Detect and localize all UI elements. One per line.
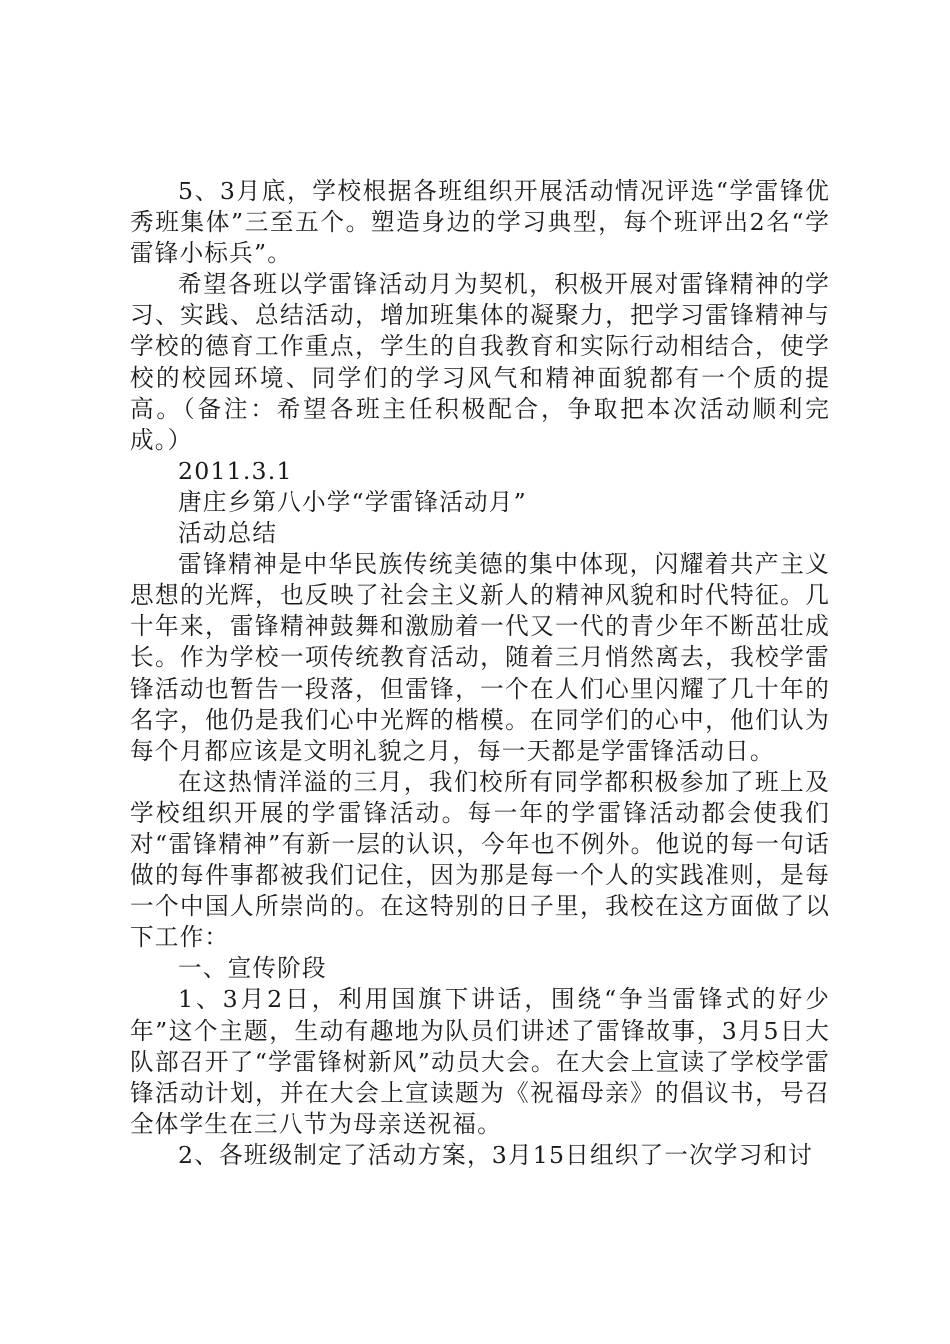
paragraph-date: 2011.3.1 bbox=[178, 456, 293, 485]
paragraph-summary-heading: 活动总结 bbox=[178, 519, 278, 548]
paragraph-hopes: 希望各班以学雷锋活动月为契机，积极开展对雷锋精神的学习、实践、总结活动，增加班集体的凝聚力，把学习雷锋精神与学校的德育工作重点，学生的自我教育和实际行动相结合，使学校的校园环境、同学们的学习风气和精神面貌都有一个质的提高。（备注：希望各班主任积极配合，争取把本次活动顺利完成。） bbox=[130, 270, 830, 454]
paragraph-march-activities: 在这热情洋溢的三月，我们校所有同学都积极参加了班上及学校组织开展的学雷锋活动。每一年的学雷锋活动都会使我们对“雷锋精神”有新一层的认识，今年也不例外。他说的每一句话做的每件事都被我们记住，因为那是每一个人的实践准则，是每一个中国人所崇尚的。在这特别的日子里，我校在这方面做了以下工作： bbox=[130, 767, 830, 952]
paragraph-school-title: 唐庄乡第八小学“学雷锋活动月” bbox=[178, 487, 527, 516]
paragraph-item-1: 1、3月2日，利用国旗下讲话，围绕“争当雷锋式的好少年”这个主题，生动有趣地为队员们讲述了雷锋故事，3月5日大队部召开了“学雷锋树新风”动员大会。在大会上宣读了学校学雷锋活动计划，并在大会上宣读题为《祝福母亲》的倡议书，号召全体学生在三八节为母亲送祝福。 bbox=[130, 985, 830, 1138]
paragraph-section-heading: 一、宣传阶段 bbox=[178, 954, 327, 983]
document-body bbox=[130, 176, 830, 1171]
paragraph-lei-feng-spirit: 雷锋精神是中华民族传统美德的集中体现，闪耀着共产主义思想的光辉，也反映了社会主义新人的精神风貌和时代特征。几十年来，雷锋精神鼓舞和激励着一代又一代的青少年不断茁壮成长。作为学校一项传统教育活动，随着三月悄然离去，我校学雷锋活动也暂告一段落，但雷锋，一个在人们心里闪耀了几十年的名字，他仍是我们心中光辉的楷模。在同学们的心中，他们认为每个月都应该是文明礼貌之月，每一天都是学雷锋活动日。 bbox=[130, 550, 830, 765]
paragraph-selection-criteria: 5、3月底，学校根据各班组织开展活动情况评选“学雷锋优秀班集体”三至五个。塑造身边的学习典型，每个班评出2名“学雷锋小标兵”。 bbox=[130, 177, 830, 268]
paragraph-item-2: 2、各班级制定了活动方案，3月15日组织了一次学习和讨 bbox=[178, 1140, 814, 1169]
